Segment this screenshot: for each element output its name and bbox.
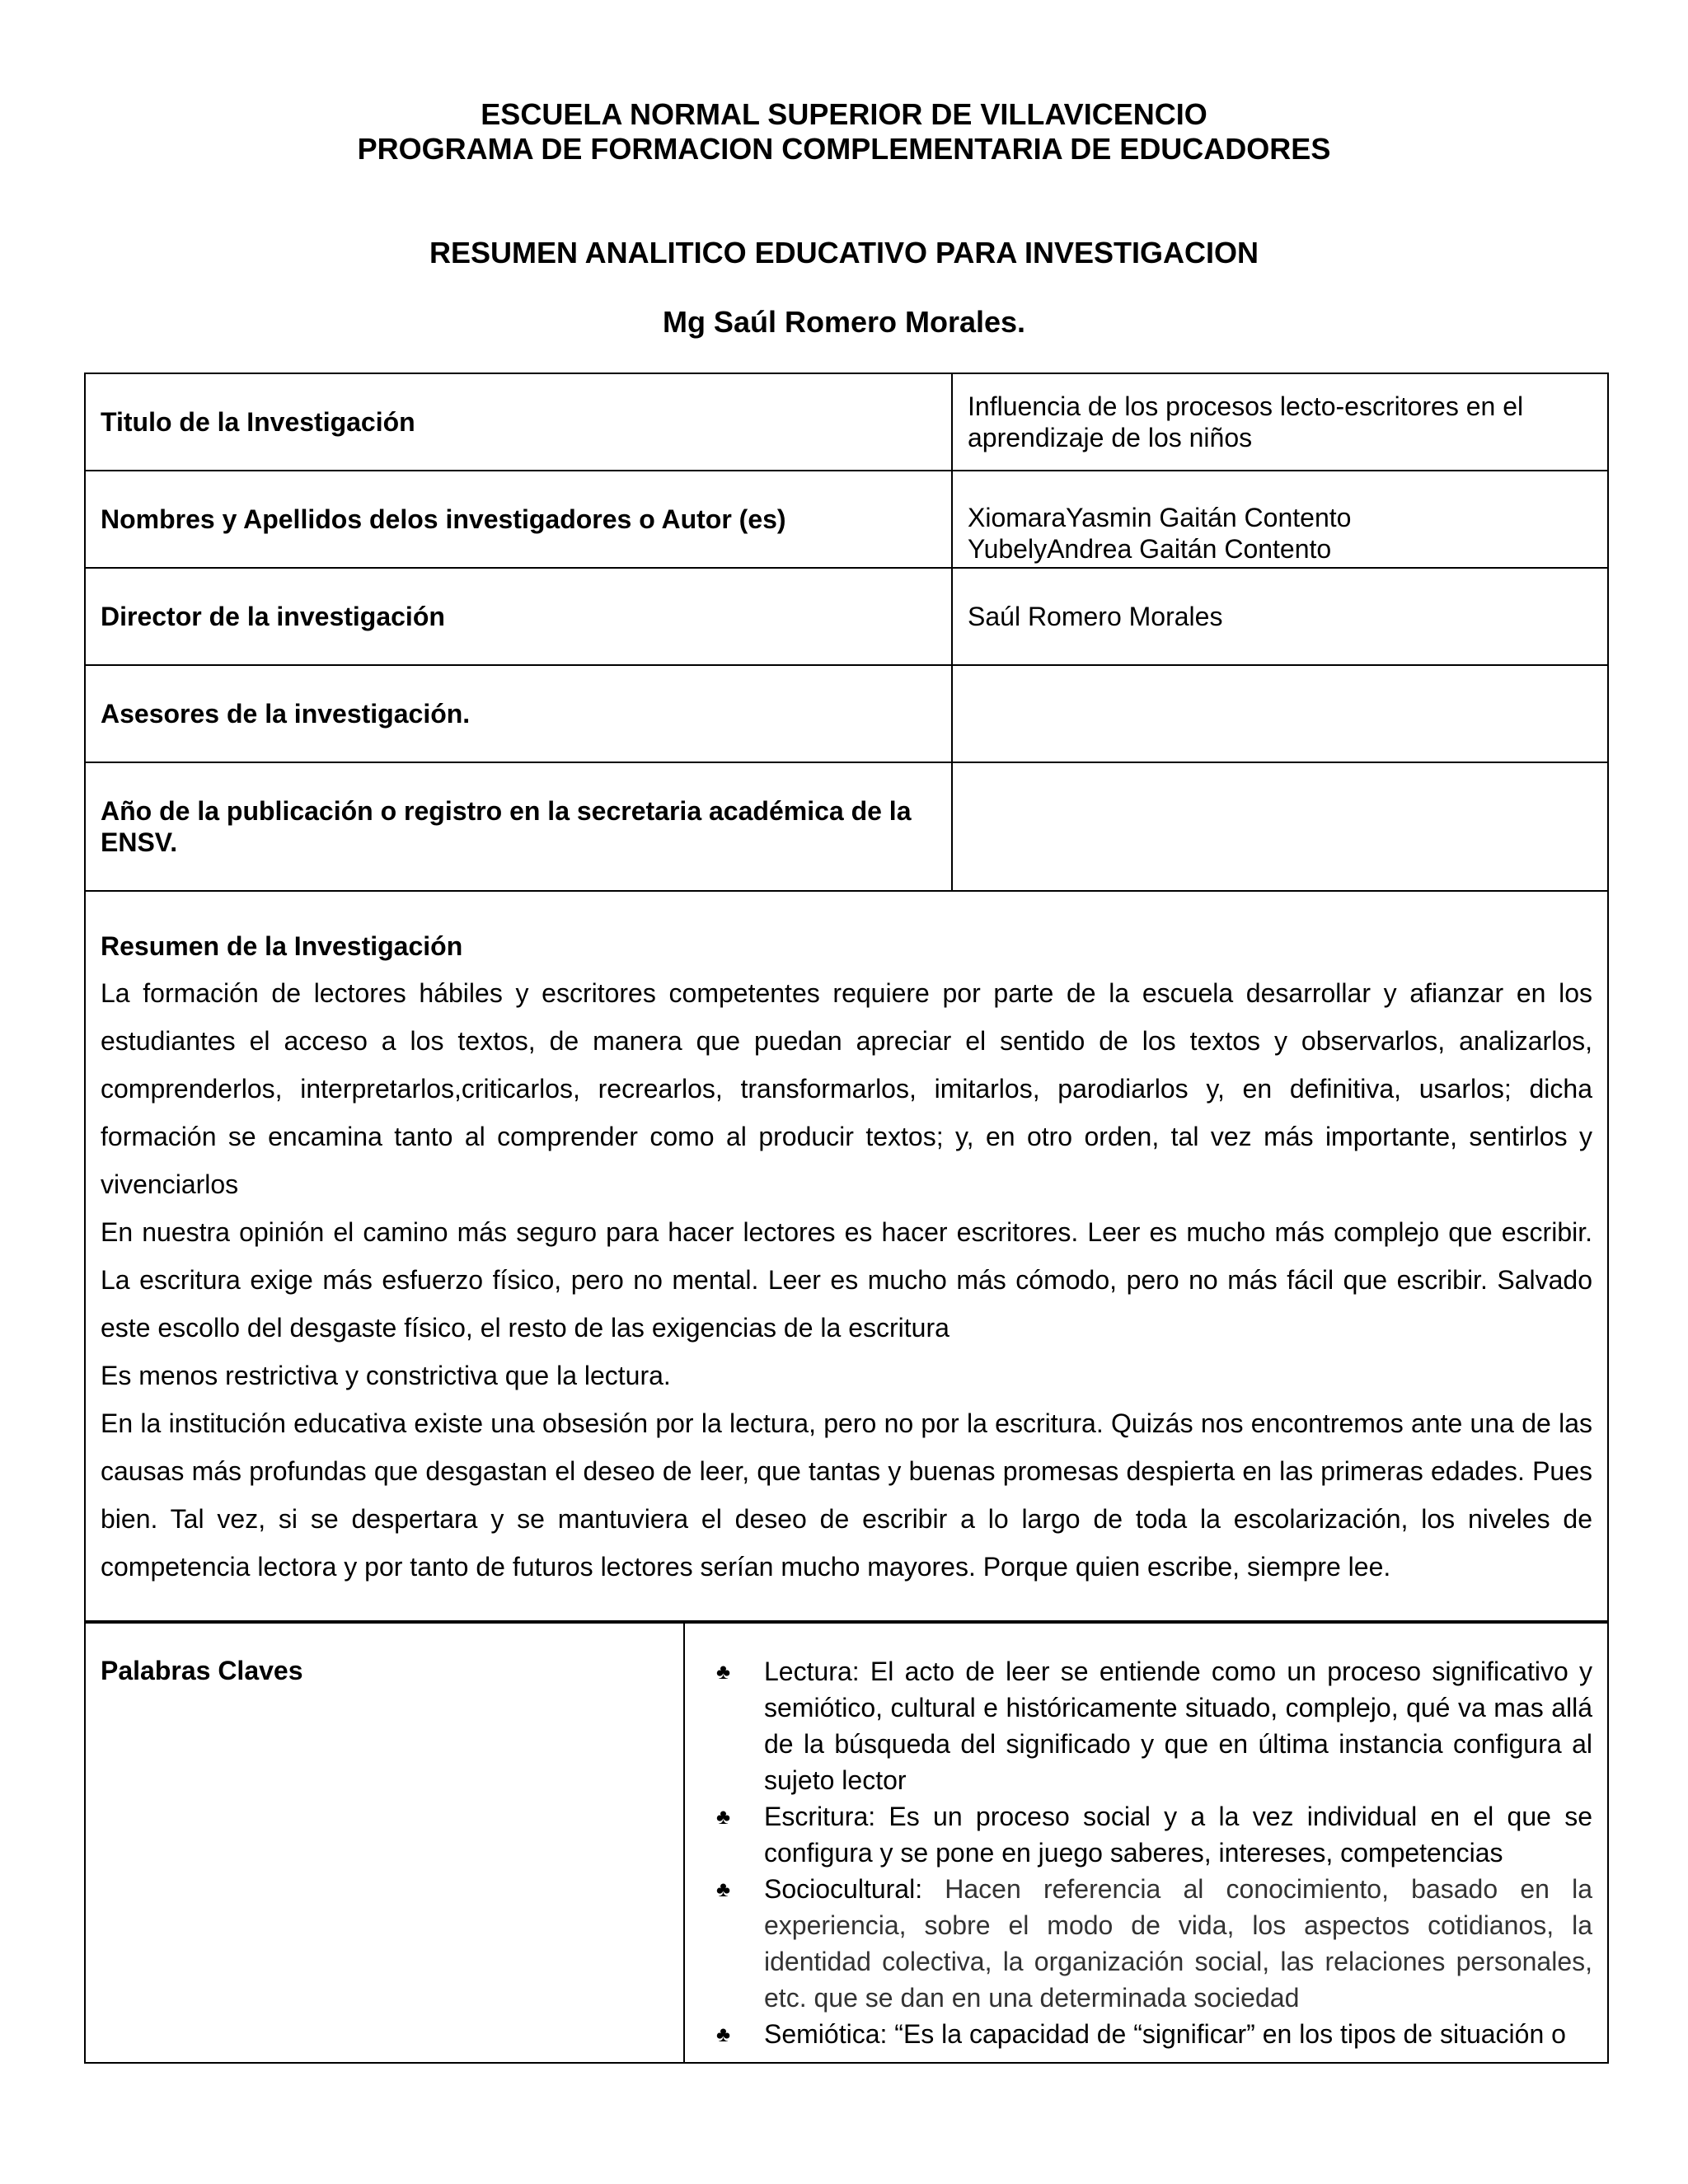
summary-paragraph: En nuestra opinión el camino más seguro para hacer lectores es hacer escritores. Leer es mucho más complejo que escribir. La escritura exige más esfuerzo físico, pero no mental. Leer es mucho más cómodo, pero no más fácil que escribir. Salvado este escollo del desgaste físico, el resto de las exigencias de la escritura	[101, 1217, 1592, 1343]
keyword-definition: El acto de leer se entiende como un proceso significativo y semiótico, cultural e históricamente situado, complejo, qué va mas allá de la búsqueda del significado y que en última instancia configura al sujeto lector	[764, 1657, 1592, 1795]
keywords-list	[700, 1653, 1592, 2052]
keyword-definition: “Es la capacidad de “significar” en los tipos de situación o	[887, 2019, 1566, 2049]
summary-paragraph: Es menos restrictiva y constrictiva que la lectura.	[101, 1361, 671, 1390]
table-row	[85, 762, 1608, 891]
advisors-value	[952, 665, 1608, 762]
table-row	[85, 1621, 1608, 2063]
director-value	[952, 568, 1608, 665]
program-name: PROGRAMA DE FORMACION COMPLEMENTARIA DE EDUCADORES	[357, 132, 1331, 166]
keyword-term: Sociocultural:	[764, 1874, 923, 1904]
table-row	[85, 665, 1608, 762]
school-name: ESCUELA NORMAL SUPERIOR DE VILLAVICENCIO	[481, 97, 1207, 131]
keywords-cell	[684, 1621, 1608, 2063]
club-bullet-icon: ♣	[716, 1659, 731, 1684]
club-bullet-icon: ♣	[716, 1804, 731, 1829]
document-author: Mg Saúl Romero Morales.	[662, 305, 1026, 339]
summary-title: Resumen de la Investigación	[101, 931, 463, 961]
authors-value	[952, 471, 1608, 568]
title-value-line: Influencia de los procesos lecto-escritores en el	[968, 391, 1524, 421]
keywords-table	[84, 1620, 1609, 2064]
club-bullet-icon: ♣	[716, 1877, 731, 1901]
table-row	[85, 471, 1608, 568]
keyword-definition: Hacen referencia al conocimiento, basado en la experiencia, sobre el modo de vida, los aspectos cotidianos, la identidad colectiva, la organización social, las relaciones personales, etc. que se dan en una determinada sociedad	[764, 1874, 1592, 2013]
title-value	[952, 373, 1608, 471]
authors-label: Nombres y Apellidos delos investigadores o Autor (es)	[85, 471, 952, 568]
list-item	[700, 2016, 1592, 2052]
publication-year-value	[952, 762, 1608, 891]
summary-paragraph: La formación de lectores hábiles y escritores competentes requiere por parte de la escuela desarrollar y afianzar en los estudiantes el acceso a los textos, de manera que puedan apreciar el sentido de los textos y observarlos, analizarlos, comprenderlos, interpretarlos,criticarlos, recrearlos, transformarlos, imitarlos, parodiarlos y, en definitiva, usarlos; dicha formación se encamina tanto al comprender como al producir textos; y, en otro orden, tal vez más importante, sentirlos y vivenciarlos	[101, 978, 1592, 1199]
keyword-definition: Es un proceso social y a la vez individual en el que se configura y se pone en juego saberes, intereses, competencias	[764, 1802, 1592, 1868]
document-title: RESUMEN ANALITICO EDUCATIVO PARA INVESTIGACION	[429, 236, 1259, 269]
table-row	[85, 373, 1608, 471]
keyword-term: Semiótica:	[764, 2019, 888, 2049]
table-row	[85, 568, 1608, 665]
summary-cell	[85, 891, 1608, 1623]
keywords-label: Palabras Claves	[85, 1621, 684, 2063]
director-label: Director de la investigación	[85, 568, 952, 665]
keyword-term: Escritura:	[764, 1802, 876, 1831]
publication-year-label: Año de la publicación o registro en la secretaria académica de la ENSV.	[85, 762, 952, 891]
author-name: YubelyAndrea Gaitán Contento	[968, 534, 1332, 564]
director-name: Saúl Romero Morales	[968, 602, 1223, 631]
table-row	[85, 891, 1608, 1623]
advisors-label: Asesores de la investigación.	[85, 665, 952, 762]
author-name: XiomaraYasmin Gaitán Contento	[968, 503, 1352, 532]
title-value-line: aprendizaje de los niños	[968, 423, 1253, 452]
list-item	[700, 1871, 1592, 2016]
keyword-term: Lectura:	[764, 1657, 860, 1686]
research-summary-table	[84, 373, 1609, 1624]
summary-paragraph: En la institución educativa existe una obsesión por la lectura, pero no por la escritura. Quizás nos encontremos ante una de las causas más profundas que desgastan el deseo de leer, que tantas y buenas promesas despierta en las primeras edades. Pues bien. Tal vez, si se despertara y se mantuviera el deseo de escribir a lo largo de toda la escolarización, los niveles de competencia lectora y por tanto de futuros lectores serían mucho mayores. Porque quien escribe, siempre lee.	[101, 1408, 1592, 1582]
title-label: Titulo de la Investigación	[85, 373, 952, 471]
list-item	[700, 1798, 1592, 1871]
club-bullet-icon: ♣	[716, 2022, 731, 2046]
list-item	[700, 1653, 1592, 1798]
